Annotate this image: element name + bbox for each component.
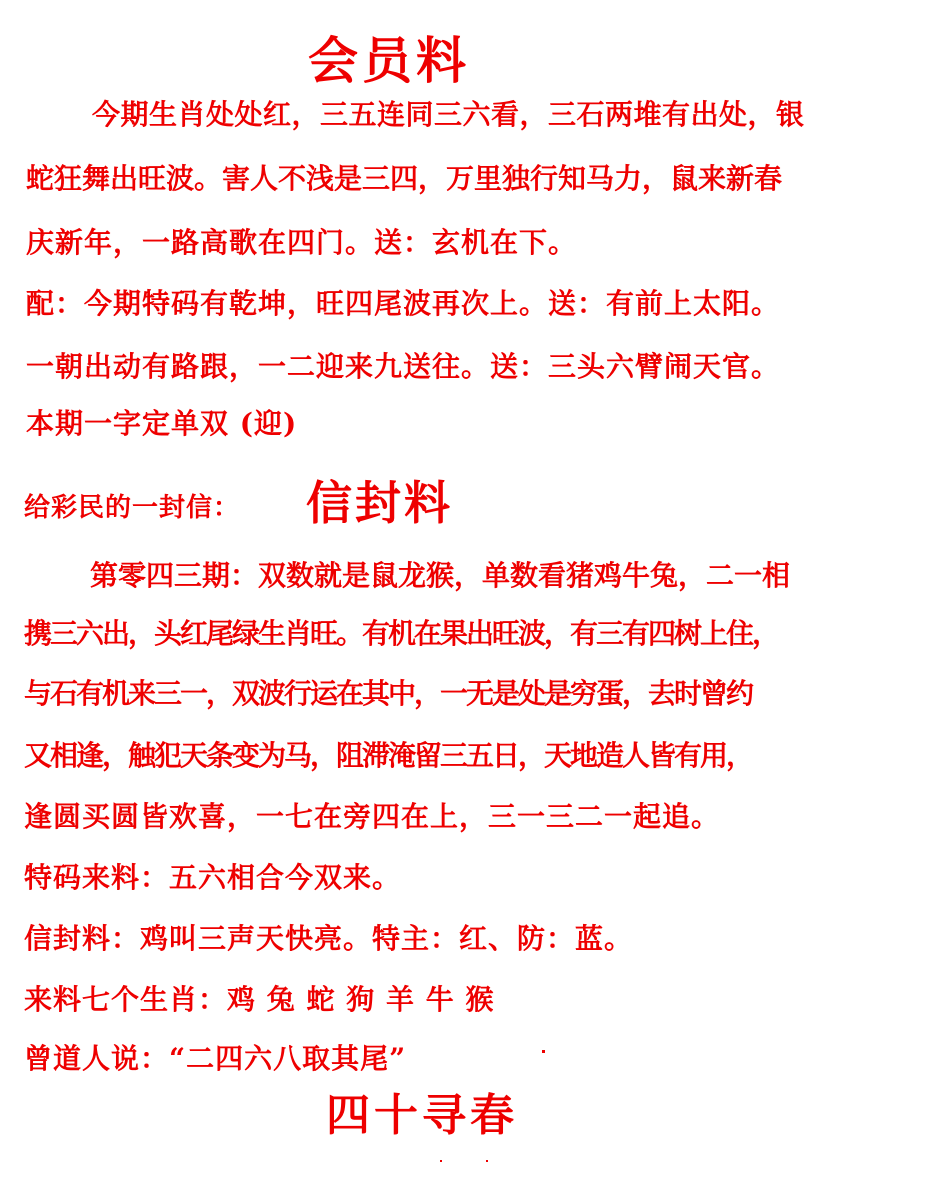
section2-line-2: 携三六出，头红尾绿生肖旺。有机在果出旺波，有三有四树上住，: [24, 617, 779, 650]
section2-line-3: 与石有机来三一，双波行运在其中，一无是处是穷蛋，去时曾约: [24, 677, 753, 710]
section2-line-1: 第零四三期：双数就是鼠龙猴，单数看猪鸡牛兔，二一相: [90, 559, 791, 592]
section1-line-1: 今期生肖处处红，三五连同三六看，三石两堆有出处，银: [92, 98, 805, 131]
section2-line-6: 特码来料：五六相合今双来。: [24, 861, 402, 894]
footer-title: 四十寻春: [326, 1090, 518, 1141]
section2-line-7: 信封料：鸡叫三声天快亮。特主：红、防：蓝。: [24, 922, 634, 955]
section2-line-8: 来料七个生肖：鸡 兔 蛇 狗 羊 牛 猴: [24, 983, 495, 1016]
scan-speck: [440, 1160, 442, 1162]
section1-line-5: 一朝出动有路跟，一二迎来九送往。送：三头六臂闹天官。: [26, 350, 781, 383]
section2-line-4: 又相逢，触犯天条变为马，阻滞淹留三五日，天地造人皆有用，: [24, 739, 753, 772]
section1-line-4: 配：今期特码有乾坤，旺四尾波再次上。送：有前上太阳。: [26, 287, 781, 320]
section2-line-9: 曾道人说：“二四六八取其尾”: [24, 1042, 407, 1075]
section2-title: 信封料: [306, 476, 453, 530]
section2-line-5: 逢圆买圆皆欢喜，一七在旁四在上，三一三二一起追。: [24, 800, 721, 833]
section1-title: 会员料: [308, 31, 470, 90]
section1-line-6: 本期一字定单双 (迎): [26, 407, 298, 440]
scan-speck: [542, 1050, 545, 1053]
section1-line-3: 庆新年，一路高歌在四门。送：玄机在下。: [26, 226, 578, 259]
section1-line-2: 蛇狂舞出旺波。害人不浅是三四，万里独行知马力，鼠来新春: [26, 162, 783, 195]
letter-intro-label: 给彩民的一封信：: [24, 493, 241, 523]
scan-speck: [486, 1160, 488, 1162]
